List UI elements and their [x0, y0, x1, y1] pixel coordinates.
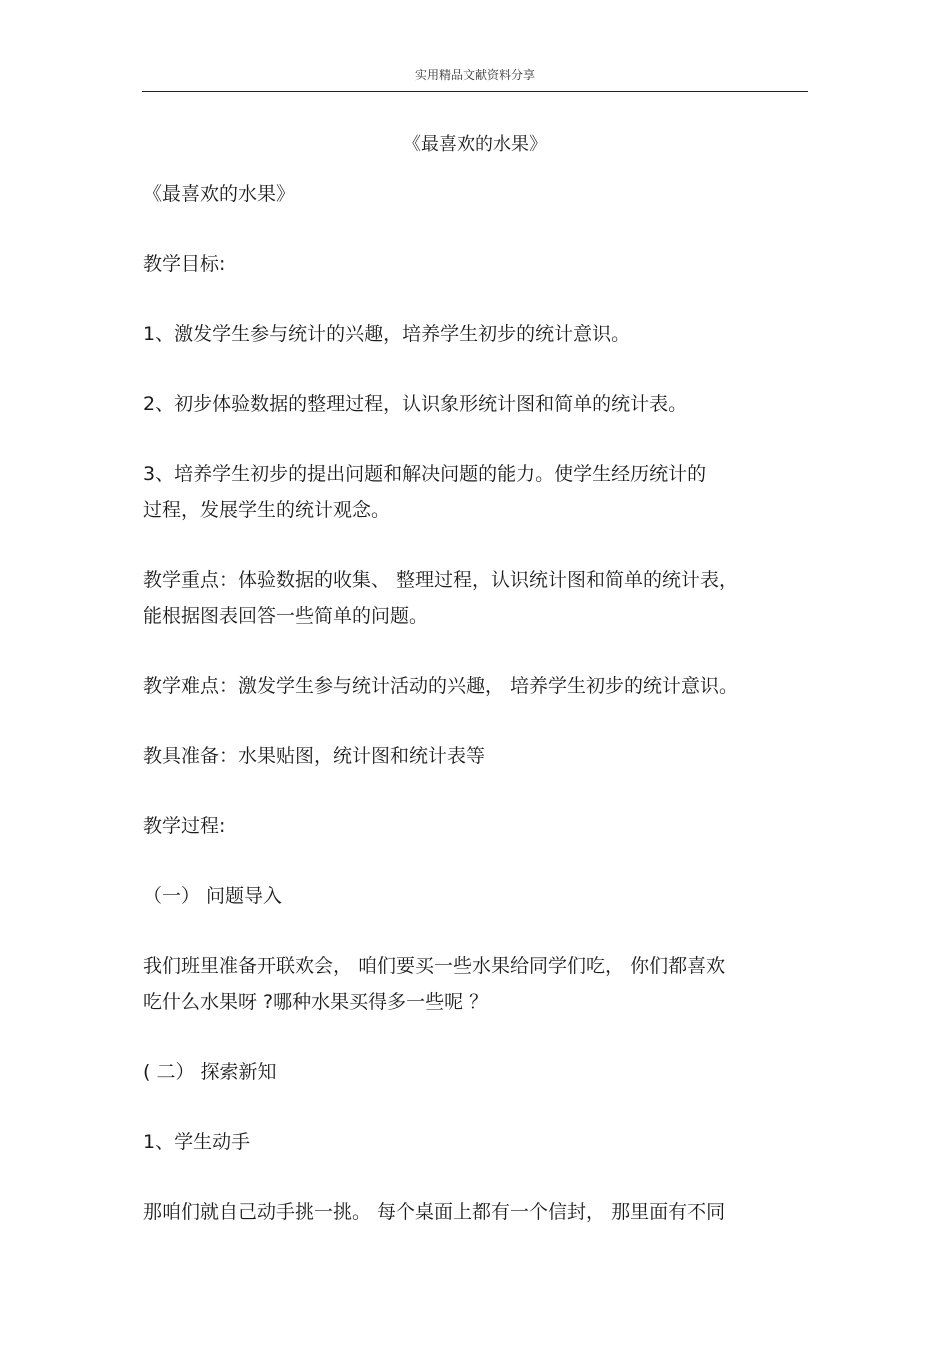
paragraph-objective-2 — [143, 386, 808, 422]
paragraph-line: （一） 问题导入 — [143, 885, 283, 907]
paragraph-step-1-heading — [143, 1124, 808, 1160]
paragraph-line: 教学难点：激发学生参与统计活动的兴趣， 培养学生初步的统计意识。 — [143, 675, 739, 697]
paragraph-line: ( 二） 探索新知 — [143, 1061, 277, 1083]
paragraph-line: 《最喜欢的水果》 — [143, 183, 296, 205]
paragraph-line: 教学目标: — [143, 253, 226, 275]
paragraph-section-1-body — [143, 948, 808, 1020]
paragraph-objectives-heading — [143, 246, 808, 282]
paragraph-line: 那咱们就自己动手挑一挑。 每个桌面上都有一个信封， 那里面有不同 — [143, 1201, 726, 1223]
header-divider — [142, 91, 808, 92]
paragraph-line: 1、学生动手 — [143, 1131, 251, 1153]
paragraph-line: 1、激发学生参与统计的兴趣，培养学生初步的统计意识。 — [143, 323, 631, 345]
document-body — [143, 176, 808, 1264]
paragraph-key-points — [143, 562, 808, 634]
paragraph-line: 教具准备：水果贴图，统计图和统计表等 — [143, 745, 486, 767]
paragraph-subtitle — [143, 176, 808, 212]
paragraph-line: 吃什么水果呀 ?哪种水果买得多一些呢 ？ — [143, 991, 489, 1013]
paragraph-line: 我们班里准备开联欢会， 咱们要买一些水果给同学们吃， 你们都喜欢 — [143, 955, 726, 977]
paragraph-step-1-body — [143, 1194, 808, 1230]
paragraph-line: 过程，发展学生的统计观念。 — [143, 499, 391, 521]
paragraph-line: 能根据图表回答一些简单的问题。 — [143, 605, 429, 627]
paragraph-process-heading — [143, 808, 808, 844]
paragraph-line: 3、培养学生初步的提出问题和解决问题的能力。使学生经历统计的 — [143, 463, 707, 485]
document-title: 《最喜欢的水果》 — [403, 134, 547, 155]
paragraph-line: 教学重点：体验数据的收集、 整理过程，认识统计图和简单的统计表， — [143, 569, 739, 591]
paragraph-line: 2、初步体验数据的整理过程，认识象形统计图和简单的统计表。 — [143, 393, 688, 415]
paragraph-objective-1 — [143, 316, 808, 352]
paragraph-line: 教学过程: — [143, 815, 226, 837]
paragraph-section-1-heading — [143, 878, 808, 914]
paragraph-section-2-heading — [143, 1054, 808, 1090]
paragraph-objective-3 — [143, 456, 808, 528]
paragraph-materials — [143, 738, 808, 774]
paragraph-difficulties — [143, 668, 808, 704]
page-header: 实用精品文献资料分享 — [414, 68, 535, 82]
